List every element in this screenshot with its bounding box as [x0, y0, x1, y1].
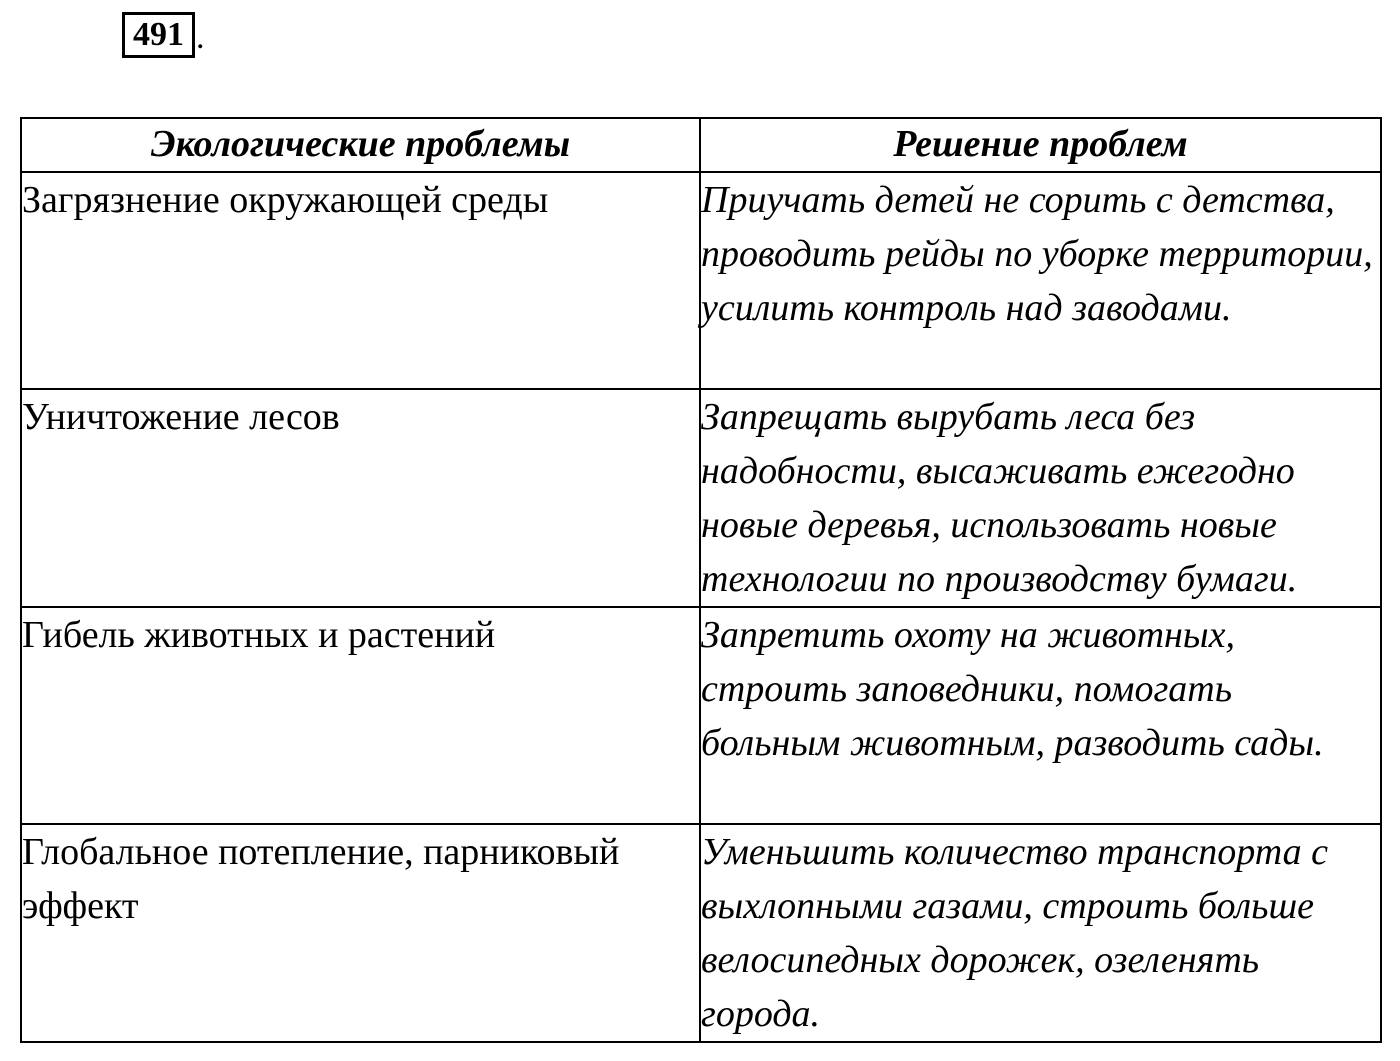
- table-row: [21, 389, 1381, 607]
- problem-cell: Уничтожение лесов: [21, 389, 700, 607]
- header-problems: Экологические проблемы: [21, 118, 700, 172]
- solution-cell: Запрещать вырубать леса без надобности, высаживать ежегодно новые деревья, использовать новые технологии по производству бумаги.: [700, 389, 1381, 607]
- problem-cell: Загрязнение окружающей среды: [21, 172, 700, 389]
- table-header-row: [21, 118, 1381, 172]
- exercise-number: [122, 8, 205, 58]
- solution-cell: Запретить охоту на животных, строить заповедники, помогать больным животным, разводить сады.: [700, 607, 1381, 824]
- problem-cell: Гибель животных и растений: [21, 607, 700, 824]
- solution-cell: Приучать детей не сорить с детства, проводить рейды по уборке территории, усилить контроль над заводами.: [700, 172, 1381, 389]
- header-solutions: Решение проблем: [700, 118, 1381, 172]
- table-row: [21, 172, 1381, 389]
- ecology-table: [20, 117, 1382, 1043]
- table-row: [21, 607, 1381, 824]
- exercise-number-suffix: .: [196, 19, 205, 56]
- solution-cell: Уменьшить количество транспорта с выхлопными газами, строить больше велосипедных дорожек, озеленять города.: [700, 824, 1381, 1042]
- exercise-number-box: 491: [122, 12, 195, 58]
- table-row: [21, 824, 1381, 1042]
- problem-cell: Глобальное потепление, парниковый эффект: [21, 824, 700, 1042]
